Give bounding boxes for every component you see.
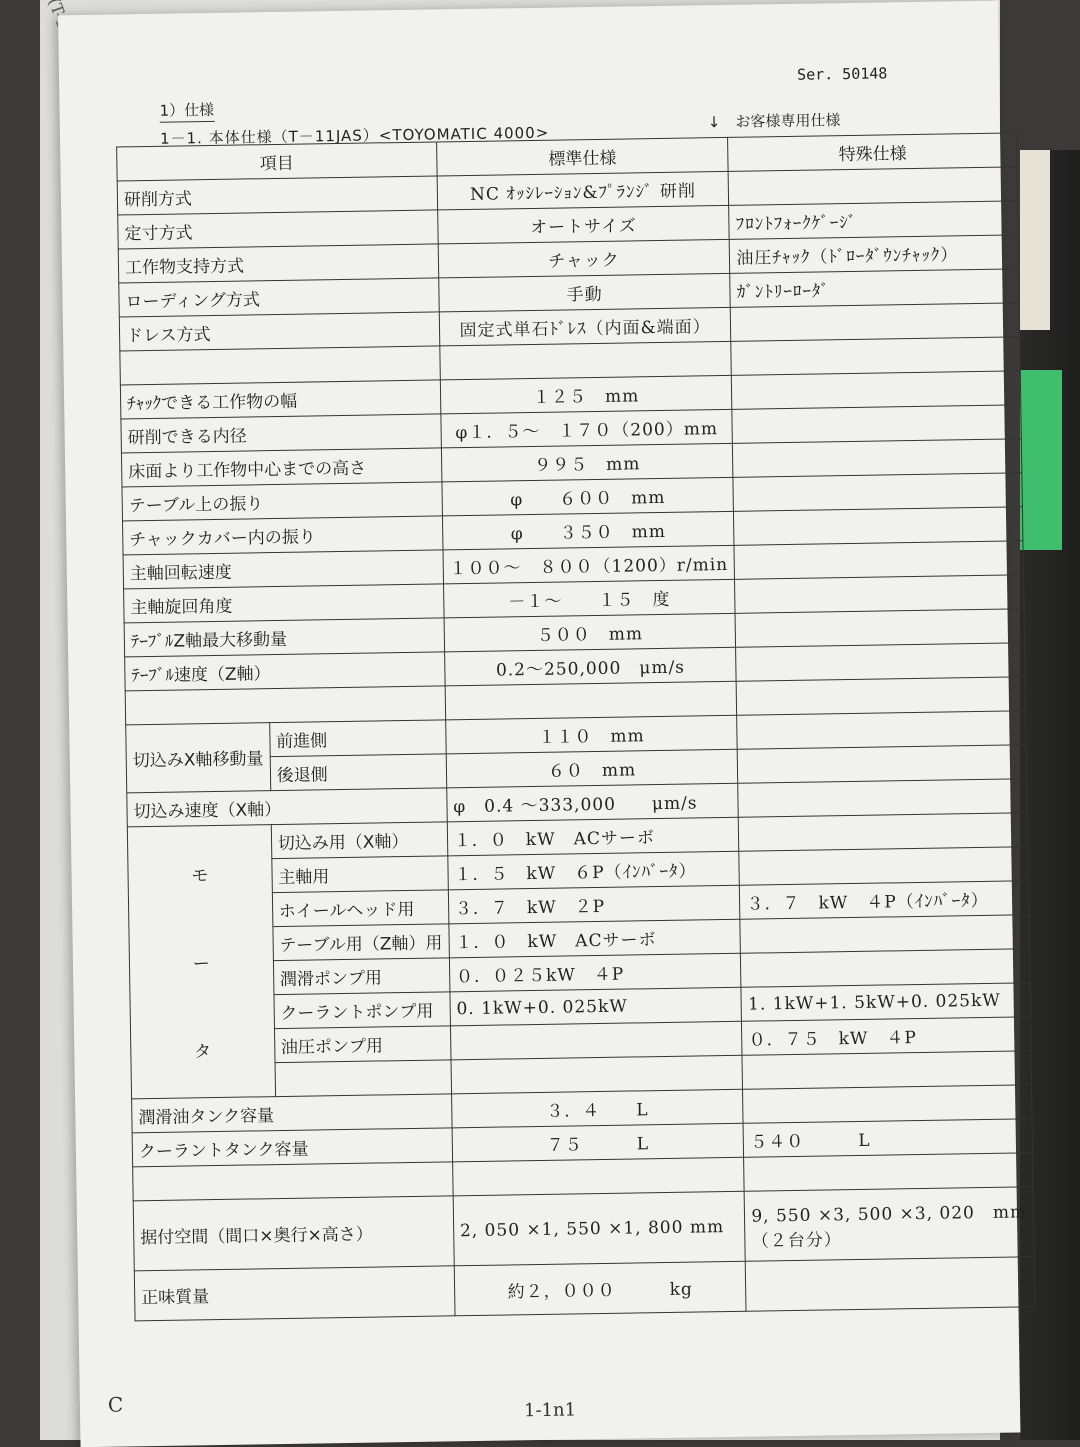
row-standard bbox=[445, 681, 737, 720]
motor-item: 主軸用 bbox=[271, 856, 448, 893]
row-item: クーラントタンク容量 bbox=[132, 1128, 452, 1167]
row-special bbox=[735, 609, 1024, 648]
motor-label-char: モ bbox=[191, 866, 209, 887]
row-standard: チャック bbox=[438, 239, 730, 278]
install-item: 据付空間（間口×奥行×高さ） bbox=[133, 1196, 454, 1271]
row-special: ｶﾞﾝﾄﾘｰﾛｰﾀﾞ bbox=[730, 269, 1019, 308]
row-special bbox=[734, 541, 1023, 580]
row-special bbox=[735, 575, 1024, 614]
row-special bbox=[736, 643, 1025, 682]
row-special bbox=[732, 405, 1021, 444]
row-standard: φ１．５～ １７０（200）mm bbox=[441, 409, 733, 448]
motor-standard: １．５ kW ６P（ｲﾝﾊﾞｰﾀ） bbox=[448, 851, 740, 890]
row-standard: φ ６００ mm bbox=[442, 477, 734, 516]
row-item: 工作物支持方式 bbox=[118, 244, 438, 283]
row-item: 主軸回転速度 bbox=[123, 550, 443, 589]
motor-standard: １．０ kW ACサーボ bbox=[449, 919, 741, 958]
motor-item: ホイールヘッド用 bbox=[272, 890, 449, 927]
motor-label-char: タ bbox=[194, 1042, 212, 1063]
row-standard: φ ３５０ mm bbox=[442, 511, 734, 550]
motor-item bbox=[275, 1060, 452, 1097]
row-standard bbox=[452, 1157, 744, 1196]
row-item: ドレス方式 bbox=[119, 312, 439, 351]
row-standard: －１～ １５ 度 bbox=[443, 579, 735, 618]
row-item: ローディング方式 bbox=[119, 278, 439, 317]
customer-note: ↓ お客様専用仕様 bbox=[707, 111, 841, 132]
motor-item: テーブル用（Z軸）用 bbox=[273, 924, 450, 961]
row-special bbox=[733, 473, 1022, 512]
row-item: テーブル上の振り bbox=[122, 482, 442, 521]
row-standard bbox=[440, 341, 732, 380]
spec-sheet-page bbox=[58, 1, 1028, 1447]
motor-standard: 0. 1kW+0. 025kW bbox=[450, 987, 742, 1026]
row-special: 油圧ﾁｬｯｸ（ﾄﾞﾛｰﾀﾞｳﾝﾁｬｯｸ） bbox=[730, 235, 1019, 274]
paper-tab bbox=[1020, 150, 1050, 330]
motor-label bbox=[127, 825, 275, 1099]
motor-item: クーラントポンプ用 bbox=[274, 992, 451, 1029]
row-item: ﾃｰﾌﾞﾙ速度（Z軸） bbox=[125, 652, 445, 691]
header-standard: 標準仕様 bbox=[436, 137, 728, 176]
row-special bbox=[731, 337, 1020, 376]
install-standard: 2, 050 ×1, 550 ×1, 800 mm bbox=[453, 1191, 746, 1266]
row-item: 研削方式 bbox=[117, 176, 437, 215]
install-special bbox=[745, 1187, 1035, 1262]
page-number: 1-1n1 bbox=[523, 1399, 577, 1422]
row-special bbox=[743, 1085, 1032, 1124]
row-standard: NC ｵｯｼﾚｰｼｮﾝ&ﾌﾟﾗﾝｼﾞ 研削 bbox=[437, 171, 729, 210]
xaxis-back-special bbox=[738, 745, 1027, 784]
feed-standard: φ 0.4 ～333,000 μm/s bbox=[447, 783, 739, 822]
row-item: 床面より工作物中心までの高さ bbox=[121, 448, 441, 487]
spec-table bbox=[116, 132, 1036, 1321]
xaxis-forward-value: １１０ mm bbox=[445, 715, 737, 754]
xaxis-label: 切込みX軸移動量 bbox=[126, 723, 271, 793]
xaxis-back-value: ６０ mm bbox=[446, 749, 738, 788]
row-standard: ７５ L bbox=[452, 1123, 744, 1162]
header-item: 項目 bbox=[117, 142, 437, 181]
row-special bbox=[731, 303, 1020, 342]
row-special bbox=[737, 677, 1026, 716]
green-index-tab bbox=[1020, 370, 1062, 550]
motor-special: ０．７５ kW ４P bbox=[742, 1017, 1031, 1056]
row-standard: ３．４ L bbox=[451, 1089, 743, 1128]
row-item bbox=[125, 686, 445, 725]
motor-special bbox=[740, 915, 1029, 954]
xaxis-forward-special bbox=[737, 711, 1026, 750]
footer-mark: C bbox=[107, 1392, 124, 1417]
row-standard: ９９５ mm bbox=[441, 443, 733, 482]
row-standard: ５００ mm bbox=[444, 613, 736, 652]
row-special bbox=[734, 507, 1023, 546]
row-special bbox=[728, 167, 1017, 206]
motor-standard: １．０ kW ACサーボ bbox=[447, 817, 739, 856]
motor-special bbox=[742, 1051, 1031, 1090]
motor-special bbox=[739, 847, 1028, 886]
row-standard: 固定式単石ﾄﾞﾚｽ（内面&端面） bbox=[439, 307, 731, 346]
row-standard: 手動 bbox=[439, 273, 731, 312]
feed-special bbox=[738, 779, 1027, 818]
install-special-line2: （２台分） bbox=[751, 1229, 842, 1252]
row-item: チャックカバー内の振り bbox=[123, 516, 443, 555]
motor-item: 潤滑ポンプ用 bbox=[273, 958, 450, 995]
row-special: ５４０ L bbox=[743, 1119, 1032, 1158]
xaxis-forward-label: 前進側 bbox=[269, 720, 446, 757]
install-special-line1: 9, 550 ×3, 500 ×3, 020 mm bbox=[751, 1201, 1028, 1227]
xaxis-back-label: 後退側 bbox=[270, 754, 447, 791]
row-item bbox=[120, 346, 440, 385]
feed-item: 切込み速度（X軸） bbox=[127, 788, 447, 827]
row-standard: 0.2～250,000 μm/s bbox=[444, 647, 736, 686]
row-item: ﾃｰﾌﾞﾙZ軸最大移動量 bbox=[124, 618, 444, 657]
motor-label-char: ー bbox=[192, 954, 210, 975]
mass-special bbox=[746, 1257, 1035, 1312]
motor-item: 切込み用（X軸） bbox=[271, 822, 448, 859]
header-special: 特殊仕様 bbox=[728, 133, 1017, 172]
row-item: 研削できる内径 bbox=[121, 414, 441, 453]
motor-special bbox=[739, 813, 1028, 852]
motor-standard bbox=[450, 1021, 742, 1060]
motor-special bbox=[741, 949, 1030, 988]
row-standard: オートサイズ bbox=[437, 205, 729, 244]
row-item: 主軸旋回角度 bbox=[124, 584, 444, 623]
row-item: 潤滑油タンク容量 bbox=[132, 1094, 452, 1133]
motor-standard bbox=[451, 1055, 743, 1094]
row-special bbox=[744, 1153, 1033, 1192]
mass-standard: 約２，０００ kg bbox=[454, 1261, 746, 1316]
motor-standard: ０．０２５kW ４P bbox=[449, 953, 741, 992]
sub-title: 1－1. 本体仕様（T－11JAS）<TOYOMATIC 4000> bbox=[159, 123, 550, 148]
serial-number: Ser. 50148 bbox=[796, 64, 888, 84]
motor-special: ３．７ kW ４P（ｲﾝﾊﾞｰﾀ） bbox=[740, 881, 1029, 920]
row-special bbox=[733, 439, 1022, 478]
row-item: ﾁｬｯｸできる工作物の幅 bbox=[120, 380, 440, 419]
row-item: 定寸方式 bbox=[118, 210, 438, 249]
motor-item: 油圧ポンプ用 bbox=[274, 1026, 451, 1063]
row-special bbox=[732, 371, 1021, 410]
row-standard: １００～ ８００（1200）r/min bbox=[443, 545, 735, 584]
motor-special: 1. 1kW+1. 5kW+0. 025kW bbox=[741, 983, 1030, 1022]
row-item bbox=[133, 1162, 453, 1201]
motor-standard: ３．７ kW ２P bbox=[448, 885, 740, 924]
mass-item: 正味質量 bbox=[134, 1266, 455, 1321]
row-standard: １２５ mm bbox=[440, 375, 732, 414]
section-title: 1）仕様 bbox=[159, 99, 214, 123]
row-special: ﾌﾛﾝﾄﾌｫｰｸｹﾞｰｼﾞ bbox=[729, 201, 1018, 240]
